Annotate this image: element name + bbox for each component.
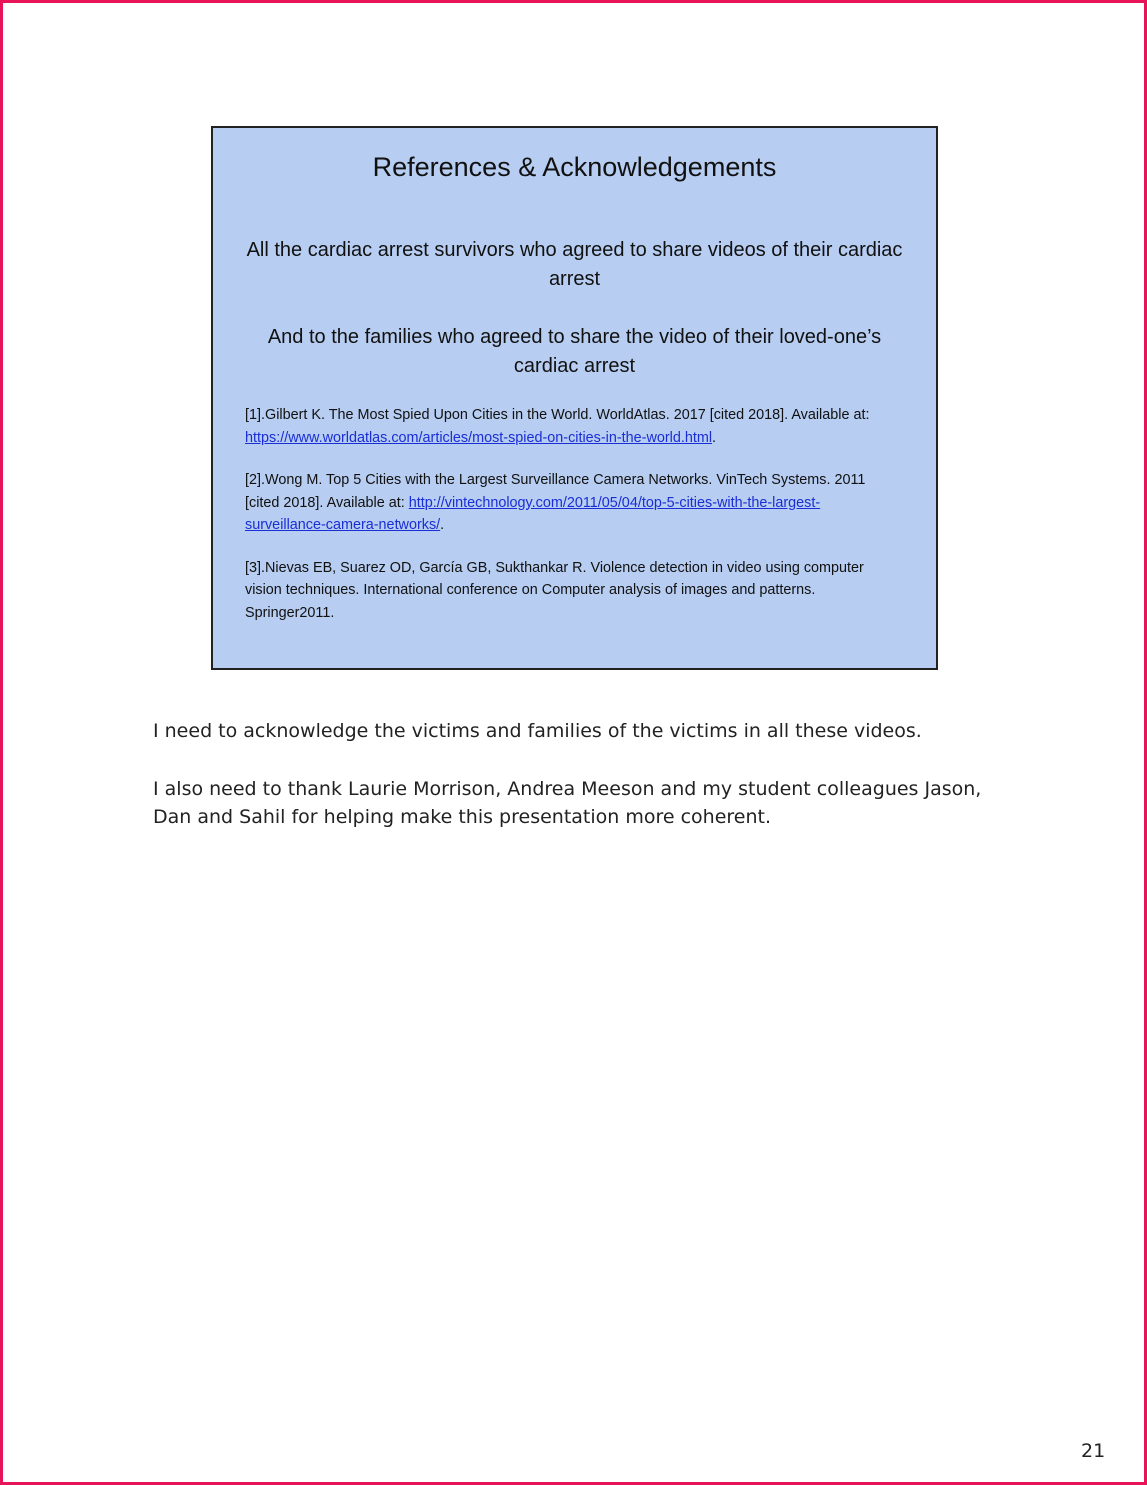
- speaker-notes: [153, 717, 993, 861]
- notes-paragraph: I also need to thank Laurie Morrison, Andrea Meeson and my student colleagues Jason, Dan and Sahil for helping make this presentation more coherent.: [153, 778, 982, 828]
- slide-title: References & Acknowledgements: [372, 152, 777, 182]
- reference-text: [3].Nievas EB, Suarez OD, García GB, Sukthankar R. Violence detection in video using computer vision techniques. International conference on Computer analysis of images and patterns. Springer2011.: [245, 559, 864, 621]
- reference-item: [245, 404, 896, 449]
- page-number: 21: [1081, 1440, 1106, 1462]
- slide-acknowledgement-survivors: All the cardiac arrest survivors who agreed to share videos of their cardiac arrest: [246, 239, 903, 290]
- reference-link[interactable]: https://www.worldatlas.com/articles/most-spied-on-cities-in-the-world.html: [245, 429, 713, 446]
- notes-paragraph: I need to acknowledge the victims and families of the victims in all these videos.: [153, 720, 922, 742]
- reference-end: .: [440, 517, 445, 533]
- reference-text: [1].Gilbert K. The Most Spied Upon Cities in the World. WorldAtlas. 2017 [cited 2018]. Available at:: [245, 407, 870, 423]
- slide-thumbnail: [211, 126, 938, 670]
- reference-item: [245, 469, 896, 537]
- slide-acknowledgement-families: And to the families who agreed to share the video of their loved-one’s cardiac arrest: [267, 326, 882, 377]
- reference-text: [2].Wong M. Top 5 Cities with the Largest Surveillance Camera Networks. VinTech Systems. 2011 [cited 2018]. Available at:: [245, 472, 866, 511]
- reference-link[interactable]: http://vintechnology.com/2011/05/04/top-5-cities-with-the-largest-surveillance-camera-networks/: [245, 494, 821, 533]
- reference-item: [245, 557, 896, 625]
- reference-end: .: [712, 429, 717, 446]
- reference-list: [245, 404, 896, 644]
